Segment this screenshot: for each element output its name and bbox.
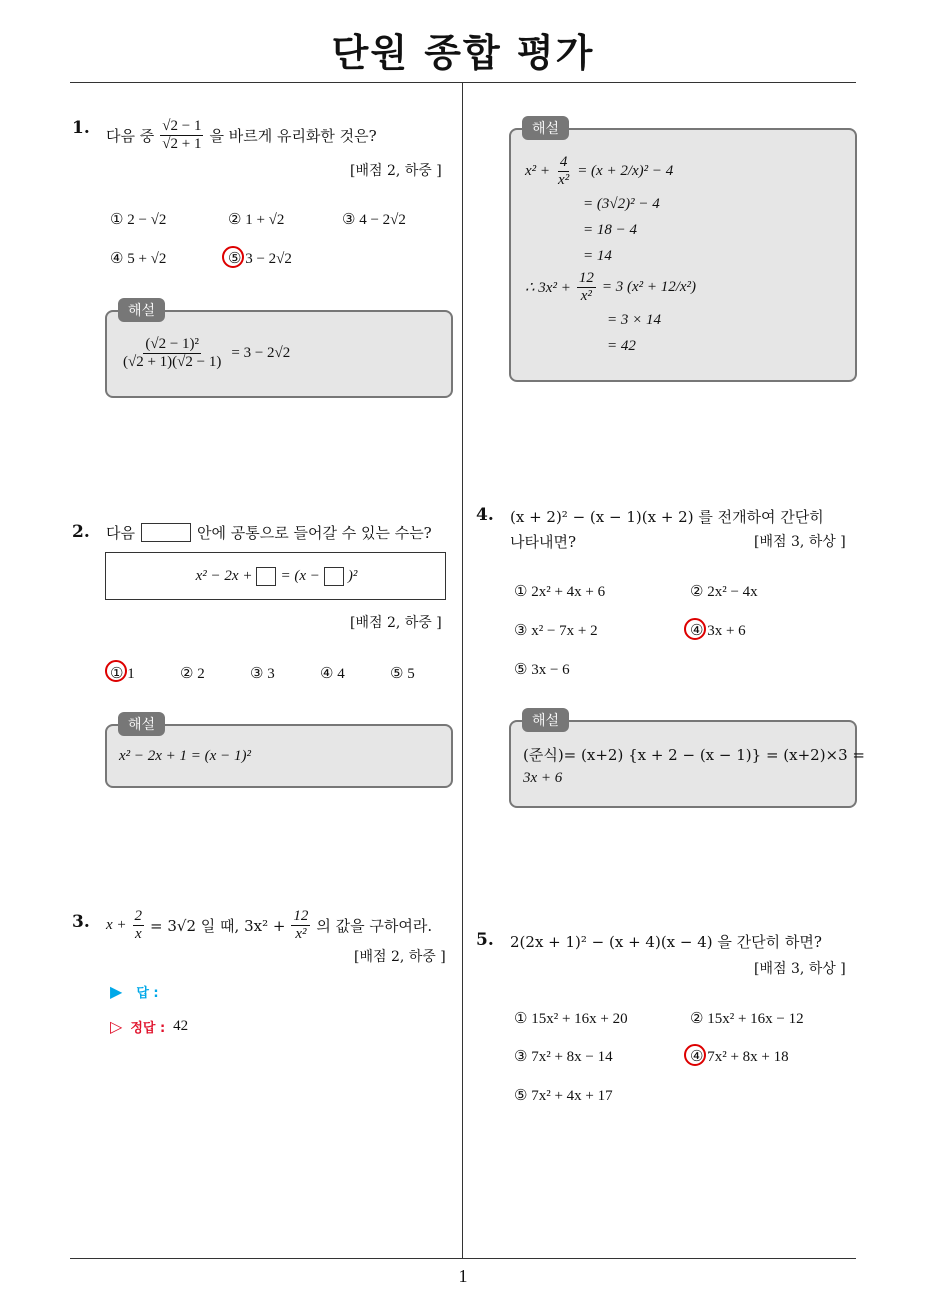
solution-step: = 18 − 4	[583, 222, 637, 238]
solution-tag: 해설	[118, 298, 165, 322]
frame-text-c: )²	[347, 568, 358, 584]
question-5-text: 2(2x + 1)² − (x + 4)(x − 4) 을 간단히 하면?	[510, 933, 822, 951]
question-number: 2.	[72, 522, 90, 542]
question-number: 3.	[72, 912, 90, 932]
frame-equation	[106, 567, 447, 586]
fraction-numerator: 12	[577, 270, 596, 288]
fraction-denominator: x²	[580, 288, 592, 305]
correct-arrow-icon: ▷	[110, 1017, 123, 1036]
question-1-text	[106, 118, 377, 154]
fraction-denominator: x	[134, 926, 142, 943]
column-divider	[462, 83, 463, 1259]
solution-step: = 14	[583, 248, 612, 264]
solution-lhs: x² +	[525, 163, 551, 180]
choice-1[interactable]: ① 2 − √2	[110, 212, 167, 228]
solution-expression: x² − 2x + 1 = (x − 1)²	[119, 748, 251, 764]
score-label: [배점 3, 하상 ]	[754, 961, 846, 977]
choice-1[interactable]: ① 2x² + 4x + 6	[514, 584, 606, 600]
answer-mark-circle	[222, 246, 244, 268]
fraction-12-over-x2	[291, 908, 310, 944]
fraction-numerator: 4	[558, 154, 570, 172]
solution-lhs: ∴ 3x² +	[525, 280, 571, 297]
solution-denominator: (√2 + 1)(√2 − 1)	[123, 354, 222, 371]
question-3-text	[106, 908, 432, 944]
choice-2[interactable]: ② 15x² + 16x − 12	[690, 1011, 804, 1027]
correct-answer-row	[110, 1017, 188, 1036]
score-label: [배점 2, 하중 ]	[350, 163, 442, 179]
blank-box	[324, 567, 344, 586]
choice-5[interactable]: ⑤ 3 − 2√2	[228, 251, 292, 267]
score-label: [배점 2, 하중 ]	[354, 949, 446, 965]
choice-1[interactable]: ① 1	[110, 666, 135, 682]
solution-box	[509, 128, 857, 382]
answer-row	[110, 982, 159, 1001]
choice-5[interactable]: ⑤ 7x² + 4x + 17	[514, 1088, 613, 1104]
answer-mark-circle	[105, 660, 127, 682]
answer-mark-circle	[684, 1044, 706, 1066]
choice-2[interactable]: ② 1 + √2	[228, 212, 285, 228]
question-suffix: 을 바르게 유리화한 것은?	[209, 127, 377, 146]
header-rule	[70, 82, 856, 83]
footer-rule	[70, 1258, 856, 1259]
solution-tag: 해설	[522, 116, 569, 140]
answer-mark-circle	[684, 618, 706, 640]
choice-4[interactable]: ④ 3x + 6	[690, 623, 746, 639]
question-4-line-2: 나타내면?	[510, 533, 577, 551]
choice-2[interactable]: ② 2x² − 4x	[690, 584, 758, 600]
solution-line-1	[525, 154, 673, 190]
solution-step: = (x + 2/x)² − 4	[577, 163, 674, 180]
correct-value: 42	[173, 1018, 189, 1034]
fraction-numerator: 12	[291, 908, 310, 926]
question-number: 4.	[476, 505, 494, 525]
choice-4[interactable]: ④ 4	[320, 666, 345, 682]
fraction-denominator: x²	[295, 926, 307, 943]
fraction-numerator: 2	[133, 908, 145, 926]
question-prefix: 다음	[106, 524, 135, 542]
fraction-numerator: √2 − 1	[160, 118, 203, 136]
answer-label: 답 :	[136, 986, 159, 1001]
solution-step: = 42	[607, 338, 636, 354]
solution-box	[105, 310, 453, 398]
blank-box	[141, 523, 191, 542]
solution-step: = (3√2)² − 4	[583, 196, 660, 212]
choice-1[interactable]: ① 15x² + 16x + 20	[514, 1011, 628, 1027]
fraction-denominator: x²	[558, 172, 570, 189]
solution-line: 3x + 6	[523, 770, 563, 786]
blank-box	[256, 567, 276, 586]
choice-3[interactable]: ③ 4 − 2√2	[342, 212, 406, 228]
solution-tag: 해설	[522, 708, 569, 732]
choice-3[interactable]: ③ 3	[250, 666, 275, 682]
answer-arrow-icon: ▶	[110, 982, 123, 1001]
solution-fraction	[121, 336, 223, 372]
choice-5[interactable]: ⑤ 3x − 6	[514, 662, 570, 678]
choice-2[interactable]: ② 2	[180, 666, 205, 682]
question-suffix: 안에 공통으로 들어갈 수 있는 수는?	[196, 524, 432, 542]
score-label: [배점 2, 하중 ]	[350, 615, 442, 631]
solution-step: = 3 × 14	[607, 312, 661, 328]
solution-result: = 3 − 2√2	[231, 345, 291, 362]
choice-3[interactable]: ③ 7x² + 8x − 14	[514, 1049, 613, 1065]
solution-line: (준식)= (x+2) {x + 2 − (x − 1)} = (x+2)×3 =	[523, 746, 866, 764]
score-label: [배점 3, 하상 ]	[754, 534, 846, 550]
question-fraction	[160, 118, 203, 154]
equation-frame	[105, 552, 446, 600]
expr-c: 의 값을 구하여라.	[316, 917, 433, 936]
fraction-denominator: √2 + 1	[162, 136, 202, 153]
choice-4[interactable]: ④ 7x² + 8x + 18	[690, 1049, 789, 1065]
question-4-line-1: (x + 2)² − (x − 1)(x + 2) 를 전개하여 간단히	[510, 508, 824, 526]
question-2-text	[106, 522, 432, 543]
choice-3[interactable]: ③ x² − 7x + 2	[514, 623, 598, 639]
frame-text-a: x² − 2x +	[195, 568, 253, 584]
page-title: 단원 종합 평가	[331, 31, 595, 75]
correct-label: 정답 :	[130, 1021, 166, 1036]
fraction-2-over-x	[133, 908, 145, 944]
solution-line-5	[525, 270, 696, 306]
choice-4[interactable]: ④ 5 + √2	[110, 251, 167, 267]
choice-5[interactable]: ⑤ 5	[390, 666, 415, 682]
question-number: 5.	[476, 930, 494, 950]
question-number: 1.	[72, 118, 90, 138]
solution-tag: 해설	[118, 712, 165, 736]
solution-fraction	[577, 270, 596, 306]
frame-text-b: = (x −	[280, 568, 320, 584]
page-number: 1	[458, 1266, 468, 1286]
question-prefix: 다음 중	[106, 127, 155, 146]
solution-box	[509, 720, 866, 808]
expr-a: x +	[106, 917, 127, 934]
solution-step: = 3 (x² + 12/x²)	[601, 279, 697, 296]
solution-fraction	[556, 154, 571, 190]
solution-expression	[119, 336, 290, 372]
solution-numerator: (√2 − 1)²	[143, 336, 201, 354]
expr-b: = 3√2 일 때, 3x² +	[150, 917, 286, 936]
